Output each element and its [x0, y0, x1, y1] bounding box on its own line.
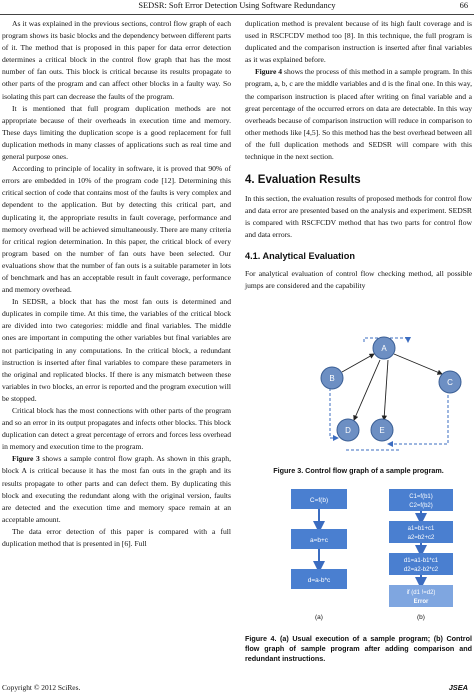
subfigure-label-b: (b): [417, 614, 425, 621]
code-line: if (d1 !=d2): [406, 590, 436, 596]
node-e: [371, 419, 393, 441]
paragraph: [2, 453, 231, 526]
figure-3: [308, 330, 472, 470]
copyright: Copyright © 2012 SciRes.: [2, 683, 81, 692]
node-label: B: [329, 374, 335, 383]
figure-4-diagram: [283, 487, 463, 623]
code-line: Error: [413, 599, 429, 605]
code-line: a1=b1+c1: [407, 526, 435, 532]
edge-a-e: [384, 360, 388, 420]
section-title: 4. Evaluation Results: [245, 174, 361, 187]
page-header: [0, 0, 474, 15]
redundant-block-3: [389, 553, 453, 575]
figure-4-caption: Figure 4. (a) Usual execution of a sample program; (b) Control flow graph of sample program after adding comparison and redundant instructions.: [245, 634, 472, 663]
paragraph: [245, 66, 472, 163]
paragraph: It is mentioned that full program duplication methods are not appropriate because of their overheads in execution time and memory. These days limiting the duplication scope is a good replacement for full duplication methods in many classes of applications such as real time and general purpose ones.: [2, 103, 231, 162]
left-column: [2, 18, 231, 550]
page-footer: [0, 682, 474, 694]
control-flow-graph: [308, 330, 472, 458]
node-d: [337, 419, 359, 441]
figure-3-caption: Figure 3. Control flow graph of a sample program.: [273, 466, 444, 475]
code-line: C1=f(b1): [409, 494, 433, 500]
dashed-edge: [388, 390, 448, 444]
edge-b-a: [342, 354, 374, 372]
paragraph: According to principle of locality in software, it is proved that 90% of errors are embedded in 10% of the program code [12]. Determining this critical section of code that contains most of the faults is very complex and dependent to the application. But by detecting this critical part, and duplicating it, the appropriate results in fault coverage, performance and memory overhead will be achieved simultaneously. There are many criteria for critical region determination. In this paper, the critical block of every program based on the number of fan outs have been selected. Our evaluations show that the number of fan outs is a suitable parameter in lots of benchmark and has an acceptable result in fault coverage, performance and memory overhead.: [2, 164, 231, 295]
code-line: d1=a1-b1*c1: [403, 558, 439, 564]
code-block-label: C=f(b): [309, 497, 329, 504]
subfigure-label-a: (a): [315, 614, 323, 621]
redundant-block-1: [389, 489, 453, 511]
running-title: SEDSR: Soft Error Detection Using Software Redundancy: [138, 1, 336, 10]
paragraph: The data error detection of this paper is compared with a full duplication method that is presented in [6]. Full: [2, 526, 231, 549]
paragraph: For analytical evaluation of control flow checking method, all possible jumps are considered and the capability: [245, 268, 472, 290]
node-c: [439, 371, 461, 393]
redundant-block-2: [389, 521, 453, 543]
paragraph-text: shows the process of this method in a sample program. In this program, a, b, c are the middle variables and d is the final one. In this way, the comparison instruction is placed after writing on final variable and a great percentage of the occurred errors on data are detectable. In this way overheads because of comparison instruction will reduce in comparison to other methods like [4,5]. So this method has the best overhead between all of the full duplication methods and SEDSR will compare with this technique in the next section.: [245, 67, 472, 162]
figure-4: [283, 487, 463, 623]
code-block-label: a=b+c: [309, 537, 329, 544]
node-label: D: [345, 426, 351, 435]
edge-a-c: [394, 354, 442, 374]
code-line: a2=b2+c2: [407, 535, 435, 541]
paragraph: In SEDSR, a block that has the most fan outs is determined and duplicates in compile time. At this time, the variables of the critical block are divided into two categories: middle and final variables. The middle ones are important in computing the other variables but final variables are not participating in any computations. In the critical block, a redundant instruction is inserted after final variables to compare these parameters in the original and replicated blocks. If there is any mismatch between these variables in two blocks, an error is reported and the program execution will be stopped.: [2, 297, 231, 403]
code-block-label: d=a-b*c: [307, 577, 331, 584]
paragraph: Critical block has the most connections with other parts of the program and so an error in its output propagates and infects other blocks. This block duplication can detect a great percentage of errors and forces less overhead in memory and execution time to the program.: [2, 406, 231, 452]
code-line: d2=a2-b2*c2: [403, 567, 439, 573]
figure-3-reference: Figure 3: [12, 454, 40, 464]
node-a: [373, 337, 395, 359]
page-number: 66: [459, 1, 468, 10]
comparison-block: [389, 585, 453, 607]
edge-a-d: [354, 360, 380, 420]
right-column: [245, 18, 472, 292]
figure-4-reference: Figure 4: [255, 67, 283, 77]
paragraph: As it was explained in the previous sections, control flow graph of each program shows its basic blocks and the dependency between different parts of it. The method that is proposed in this paper for data error detection determines a critical block in the control flow graph that has the most number of fan outs. This block is critical because its results propagate to other parts of the program and can affect other blocks in a faulty way. So isolating this part can decrease the faults of the program.: [2, 19, 231, 101]
node-label: E: [379, 426, 385, 435]
node-b: [321, 367, 343, 389]
node-label: A: [381, 344, 387, 353]
code-line: C2=f(b2): [409, 503, 433, 509]
journal-name: JSEA: [448, 683, 468, 692]
paragraph: In this section, the evaluation results of proposed methods for control flow and data error are presented based on the analysis and experiment. SEDSR is compared with RSCFCDV method that has two parts for control flow and data errors.: [245, 194, 472, 240]
paragraph: duplication method is prevalent because of its high fault coverage and is used in RSCFCDV method too [8]. In this technique, the full program is duplicated and the comparison instruction is inserted after final variables as it was explained before.: [245, 19, 472, 65]
paragraph-text: shows a sample control flow graph. As shown in this graph, block A is critical because it has the most fan outs in the graph and its results propagate to other parts and can defect them. By duplicating this block and executing the redundant along with the original version, faults are detected and the execution time and memory space remain at an acceptable amount.: [2, 454, 231, 524]
node-label: C: [447, 378, 453, 387]
subsection-title: 4.1. Analytical Evaluation: [245, 250, 355, 261]
